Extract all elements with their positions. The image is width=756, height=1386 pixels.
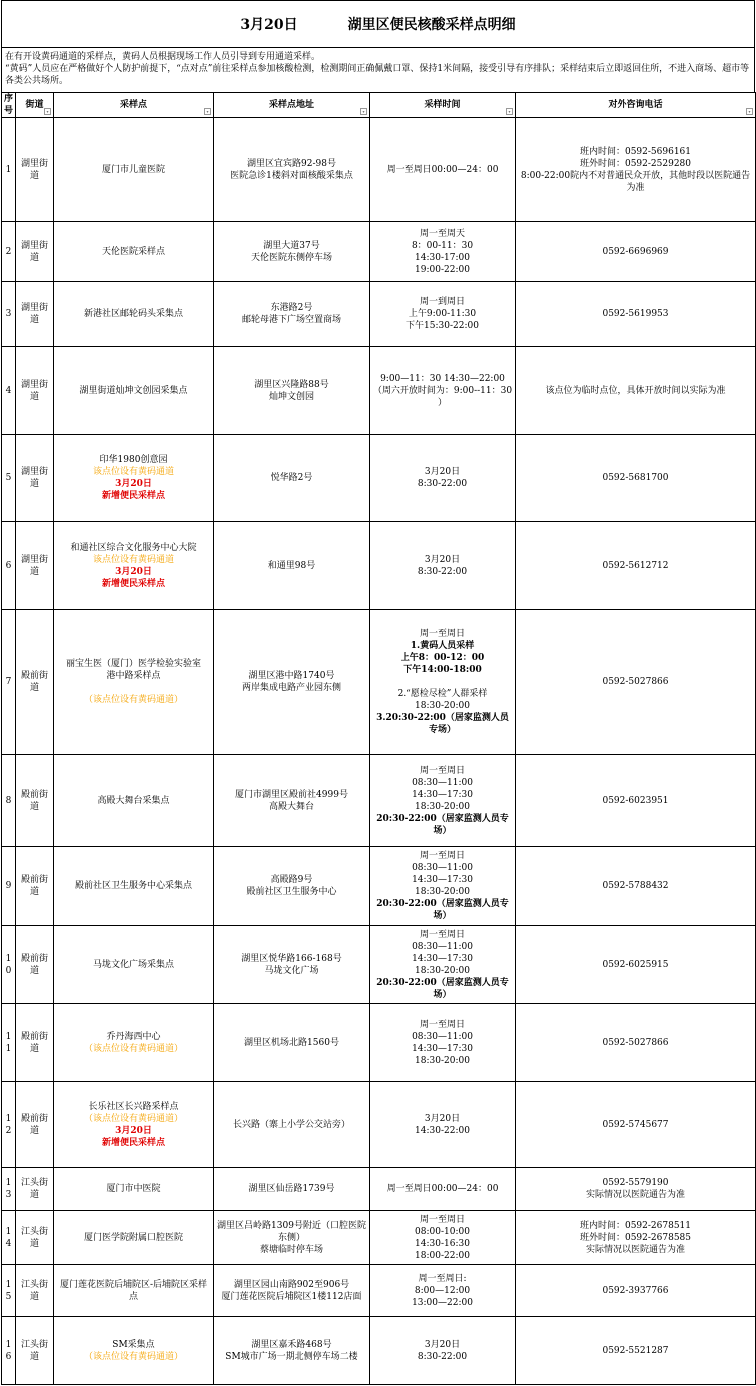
cell-address[interactable]: 湖里区机场北路1560号 bbox=[214, 1004, 370, 1082]
table-body bbox=[2, 118, 756, 1385]
cell-time[interactable]: 3月20日 14:30-22:00 bbox=[370, 1082, 516, 1168]
cell-site[interactable]: 殿前社区卫生服务中心采集点 bbox=[54, 847, 214, 926]
table-row bbox=[2, 435, 756, 522]
cell-address[interactable]: 东港路2号 邮轮母港下广场空置商场 bbox=[214, 282, 370, 347]
table-row bbox=[2, 222, 756, 282]
cell-address[interactable]: 长兴路（寨上小学公交站旁） bbox=[214, 1082, 370, 1168]
table-row bbox=[2, 118, 756, 222]
cell-time[interactable]: 周一至周日: 8:00—12:00 13:00—22:00 bbox=[370, 1265, 516, 1317]
cell-address[interactable]: 厦门市湖里区殿前社4999号 高殿大舞台 bbox=[214, 755, 370, 847]
cell-street[interactable]: 殿前街道 bbox=[16, 926, 54, 1004]
cell-site[interactable]: SM采集点 （该点位设有黄码通道） bbox=[54, 1317, 214, 1385]
cell-phone[interactable]: 班内时间：0592-5696161 班外时间：0592-2529280 8:00-22:00院内不对普通民众开放，其他时段以医院通告为准 bbox=[516, 118, 756, 222]
cell-time[interactable]: 周一至周日 08:00-10:00 14:30-16:30 18:00-22:00 bbox=[370, 1211, 516, 1265]
cell-address[interactable]: 湖里区仙岳路1739号 bbox=[214, 1168, 370, 1211]
cell-address[interactable]: 湖里大道37号 天伦医院东侧停车场 bbox=[214, 222, 370, 282]
cell-address[interactable]: 湖里区悦华路166-168号 马垅文化广场 bbox=[214, 926, 370, 1004]
cell-address[interactable]: 湖里区吕岭路1309号附近（口腔医院东侧） 蔡塘临时停车场 bbox=[214, 1211, 370, 1265]
table-row bbox=[2, 847, 756, 926]
cell-no[interactable]: 15 bbox=[2, 1265, 16, 1317]
cell-street[interactable]: 湖里街道 bbox=[16, 522, 54, 610]
title-date: 3月20日 bbox=[240, 17, 298, 33]
cell-site[interactable]: 印华1980创意园 该点位设有黄码通道 3月20日 新增便民采样点 bbox=[54, 435, 214, 522]
table-row bbox=[2, 1211, 756, 1265]
cell-site[interactable]: 厦门莲花医院后埔院区-后埔院区采样点 bbox=[54, 1265, 214, 1317]
cell-phone[interactable]: 0592-6023951 bbox=[516, 755, 756, 847]
col-header-time[interactable]: 采样时间 ▾ bbox=[370, 93, 516, 118]
cell-no[interactable]: 12 bbox=[2, 1082, 16, 1168]
sampling-table bbox=[1, 92, 756, 1385]
cell-site[interactable]: 新港社区邮轮码头采集点 bbox=[54, 282, 214, 347]
filter-dropdown-icon[interactable]: ▾ bbox=[746, 108, 753, 115]
cell-no[interactable]: 7 bbox=[2, 610, 16, 755]
cell-time[interactable]: 周一至周日 08:30—11:00 14:30—17:30 18:30-20:00 20:30-22:00（居家监测人员专场） bbox=[370, 847, 516, 926]
cell-address[interactable]: 和通里98号 bbox=[214, 522, 370, 610]
cell-time[interactable]: 周一至周日00:00—24：00 bbox=[370, 1168, 516, 1211]
cell-no[interactable]: 10 bbox=[2, 926, 16, 1004]
cell-time[interactable]: 周一至周日 08:30—11:00 14:30—17:30 18:30-20:00 20:30-22:00（居家监测人员专场） bbox=[370, 926, 516, 1004]
col-header-street[interactable]: 街道 ▾ bbox=[16, 93, 54, 118]
cell-no[interactable]: 2 bbox=[2, 222, 16, 282]
cell-street[interactable]: 湖里街道 bbox=[16, 118, 54, 222]
cell-phone[interactable]: 班内时间：0592-2678511 班外时间：0592-2678585 实际情况以医院通告为准 bbox=[516, 1211, 756, 1265]
col-header-phone[interactable]: 对外咨询电话 ▾ bbox=[516, 93, 756, 118]
cell-site[interactable]: 丽宝生医（厦门）医学检验实验室 港中路采样点 （该点位设有黄码通道） bbox=[54, 610, 214, 755]
cell-time[interactable]: 周一至周天 8：00-11：30 14:30-17:00 19:00-22:00 bbox=[370, 222, 516, 282]
cell-street[interactable]: 殿前街道 bbox=[16, 755, 54, 847]
cell-address[interactable]: 悦华路2号 bbox=[214, 435, 370, 522]
cell-no[interactable]: 13 bbox=[2, 1168, 16, 1211]
cell-site[interactable]: 厦门市儿童医院 bbox=[54, 118, 214, 222]
filter-dropdown-icon[interactable]: ▾ bbox=[204, 108, 211, 115]
cell-phone[interactable]: 0592-3937766 bbox=[516, 1265, 756, 1317]
cell-site[interactable]: 马垅文化广场采集点 bbox=[54, 926, 214, 1004]
cell-phone[interactable]: 0592-5579190 实际情况以医院通告为准 bbox=[516, 1168, 756, 1211]
cell-phone[interactable]: 0592-5788432 bbox=[516, 847, 756, 926]
cell-street[interactable]: 殿前街道 bbox=[16, 1004, 54, 1082]
cell-phone[interactable]: 0592-6696969 bbox=[516, 222, 756, 282]
cell-phone[interactable]: 0592-5612712 bbox=[516, 522, 756, 610]
cell-time[interactable]: 9:00—11：30 14:30—22:00 （周六开放时间为：9:00--11：30 ） bbox=[370, 347, 516, 435]
cell-site[interactable]: 天伦医院采样点 bbox=[54, 222, 214, 282]
cell-time[interactable]: 3月20日 8:30-22:00 bbox=[370, 522, 516, 610]
table-row bbox=[2, 1317, 756, 1385]
cell-time[interactable]: 周一至周日 08:30—11:00 14:30—17:30 18:30-20:00 bbox=[370, 1004, 516, 1082]
filter-dropdown-icon[interactable]: ▾ bbox=[44, 108, 51, 115]
cell-street[interactable]: 江头街道 bbox=[16, 1317, 54, 1385]
cell-street[interactable]: 湖里街道 bbox=[16, 347, 54, 435]
cell-phone[interactable]: 0592-5027866 bbox=[516, 1004, 756, 1082]
cell-no[interactable]: 11 bbox=[2, 1004, 16, 1082]
cell-phone[interactable]: 0592-5521287 bbox=[516, 1317, 756, 1385]
cell-no[interactable]: 14 bbox=[2, 1211, 16, 1265]
table-row bbox=[2, 522, 756, 610]
notice-text bbox=[1, 47, 755, 92]
cell-phone[interactable]: 0592-6025915 bbox=[516, 926, 756, 1004]
cell-time[interactable]: 周一到周日 上午9:00-11:30 下午15:30-22:00 bbox=[370, 282, 516, 347]
table-row bbox=[2, 1168, 756, 1211]
col-header-site[interactable]: 采样点 ▾ bbox=[54, 93, 214, 118]
cell-address[interactable]: 湖里区宜宾路92-98号 医院急诊1楼斜对面核酸采集点 bbox=[214, 118, 370, 222]
cell-site[interactable]: 高殿大舞台采集点 bbox=[54, 755, 214, 847]
cell-time[interactable]: 3月20日 8:30-22:00 bbox=[370, 435, 516, 522]
cell-time[interactable]: 周一至周日 08:30—11:00 14:30—17:30 18:30-20:00 20:30-22:00（居家监测人员专场） bbox=[370, 755, 516, 847]
table-row bbox=[2, 610, 756, 755]
cell-address[interactable]: 湖里区园山南路902至906号 厦门莲花医院后埔院区1楼112店面 bbox=[214, 1265, 370, 1317]
cell-site[interactable]: 长乐社区长兴路采样点 （该点位设有黄码通道） 3月20日 新增便民采样点 bbox=[54, 1082, 214, 1168]
cell-street[interactable]: 殿前街道 bbox=[16, 1082, 54, 1168]
table-row bbox=[2, 755, 756, 847]
cell-street[interactable]: 湖里街道 bbox=[16, 282, 54, 347]
cell-street[interactable]: 殿前街道 bbox=[16, 610, 54, 755]
cell-phone[interactable]: 0592-5681700 bbox=[516, 435, 756, 522]
cell-no[interactable]: 8 bbox=[2, 755, 16, 847]
col-header-address[interactable]: 采样点地址 ▾ bbox=[214, 93, 370, 118]
cell-no[interactable]: 4 bbox=[2, 347, 16, 435]
cell-no[interactable]: 5 bbox=[2, 435, 16, 522]
table-row bbox=[2, 926, 756, 1004]
table-row bbox=[2, 1082, 756, 1168]
cell-site[interactable]: 和通社区综合文化服务中心大院 该点位设有黄码通道 3月20日 新增便民采样点 bbox=[54, 522, 214, 610]
header-row bbox=[2, 93, 756, 118]
page-title: 湖里区便民核酸采样点明细 bbox=[347, 17, 516, 33]
cell-no[interactable]: 1 bbox=[2, 118, 16, 222]
cell-phone[interactable]: 0592-5619953 bbox=[516, 282, 756, 347]
cell-phone[interactable]: 0592-5027866 bbox=[516, 610, 756, 755]
cell-site[interactable]: 湖里街道灿坤文创园采集点 bbox=[54, 347, 214, 435]
cell-phone[interactable]: 该点位为临时点位，具体开放时间以实际为准 bbox=[516, 347, 756, 435]
cell-address[interactable]: 湖里区港中路1740号 两岸集成电路产业园东侧 bbox=[214, 610, 370, 755]
cell-street[interactable]: 江头街道 bbox=[16, 1265, 54, 1317]
table-row bbox=[2, 1004, 756, 1082]
notice-body: 在有开设黄码通道的采样点，黄码人员根据现场工作人员引导到专用通道采样。 “黄码”人员应在严格做好个人防护前提下，“点对点”前往采样点参加核酸检测，检测期间正确佩戴口罩、保持1米间隔，接受引导有序排队；采样结束后立即返回住所，不进入商场、超市等各类公共场所。 bbox=[5, 52, 750, 86]
cell-time[interactable]: 3月20日 8:30-22:00 bbox=[370, 1317, 516, 1385]
cell-street[interactable]: 湖里街道 bbox=[16, 435, 54, 522]
cell-address[interactable]: 湖里区兴隆路88号 灿坤文创园 bbox=[214, 347, 370, 435]
cell-site[interactable]: 乔丹海西中心 （该点位设有黄码通道） bbox=[54, 1004, 214, 1082]
cell-no[interactable]: 6 bbox=[2, 522, 16, 610]
table-row bbox=[2, 282, 756, 347]
cell-time[interactable]: 周一至周日 1.黄码人员采样 上午8：00-12：00 下午14:00-18:00 2.“愿检尽检”人群采样 18:30-20:00 3.20:30-22:00（居家监测人员专场） bbox=[370, 610, 516, 755]
cell-street[interactable]: 湖里街道 bbox=[16, 222, 54, 282]
cell-time[interactable]: 周一至周日00:00—24：00 bbox=[370, 118, 516, 222]
table-row bbox=[2, 347, 756, 435]
cell-street[interactable]: 江头街道 bbox=[16, 1211, 54, 1265]
cell-street[interactable]: 江头街道 bbox=[16, 1168, 54, 1211]
cell-no[interactable]: 9 bbox=[2, 847, 16, 926]
table-row bbox=[2, 1265, 756, 1317]
cell-address[interactable]: 湖里区嘉禾路468号 SM城市广场一期北侧停车场二楼 bbox=[214, 1317, 370, 1385]
cell-no[interactable]: 16 bbox=[2, 1317, 16, 1385]
filter-dropdown-icon[interactable]: ▾ bbox=[360, 108, 367, 115]
sampling-sheet bbox=[1, 0, 755, 1385]
cell-site[interactable]: 厦门市中医院 bbox=[54, 1168, 214, 1211]
cell-address[interactable]: 高殿路9号 殿前社区卫生服务中心 bbox=[214, 847, 370, 926]
cell-street[interactable]: 殿前街道 bbox=[16, 847, 54, 926]
cell-site[interactable]: 厦门医学院附属口腔医院 bbox=[54, 1211, 214, 1265]
cell-no[interactable]: 3 bbox=[2, 282, 16, 347]
col-header-no[interactable]: 序号 bbox=[2, 93, 16, 118]
filter-dropdown-icon[interactable]: ▾ bbox=[506, 108, 513, 115]
cell-phone[interactable]: 0592-5745677 bbox=[516, 1082, 756, 1168]
title-bar bbox=[1, 0, 755, 47]
